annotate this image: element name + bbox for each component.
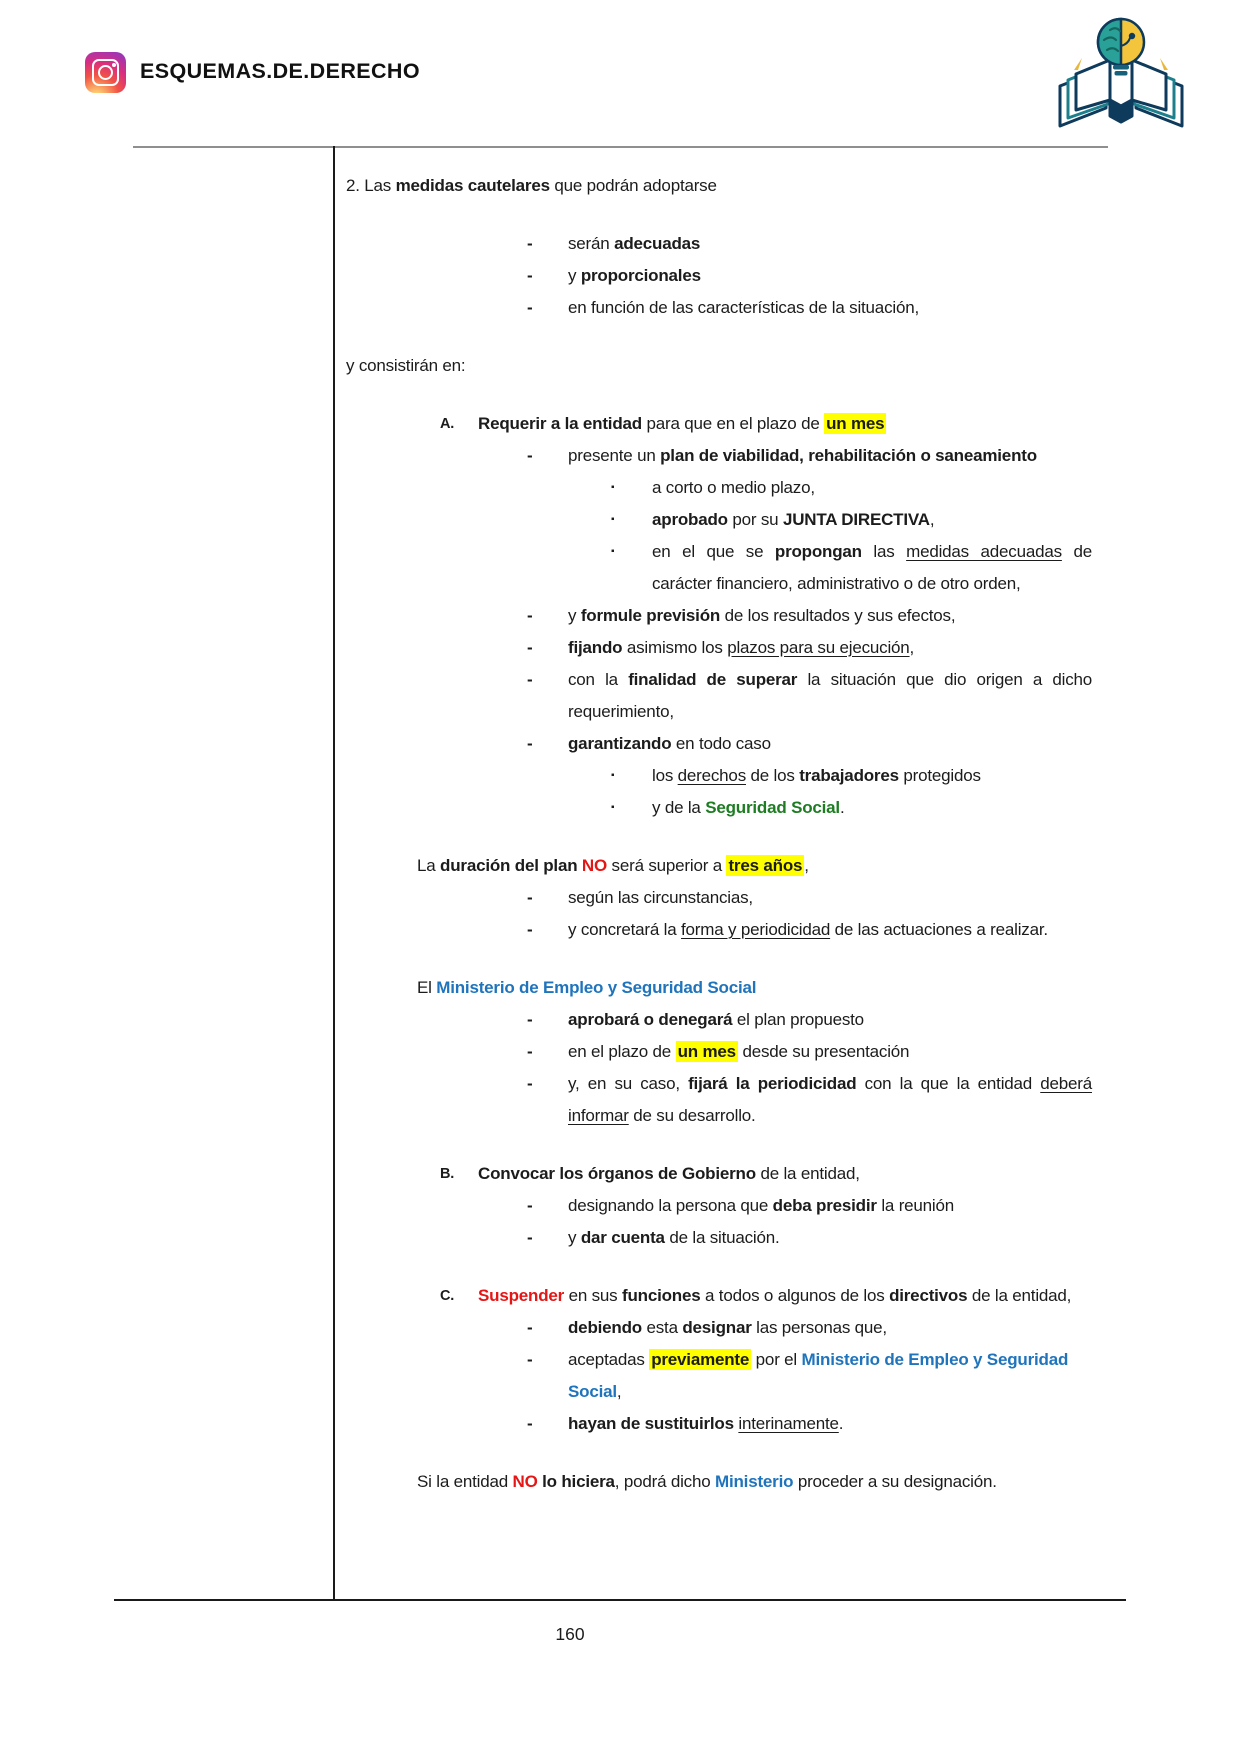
text-run: trabajadores	[799, 766, 899, 785]
list-sub-item	[346, 792, 1092, 824]
text-run: NO	[512, 1472, 538, 1491]
brand-title: ESQUEMAS.DE.DERECHO	[140, 59, 420, 83]
text-run: Ministerio de Empleo y Seguridad Social	[436, 978, 757, 997]
text-run: las	[861, 542, 907, 561]
text-run: plazos para su ejecución	[727, 638, 910, 657]
list-item-text	[568, 1036, 1092, 1068]
list-item-alpha	[346, 408, 1092, 440]
table-bottom-border	[114, 1599, 1126, 1601]
list-item	[346, 1068, 1092, 1132]
text-run: según las circunstancias,	[568, 888, 753, 907]
bullet-marker: -	[527, 1414, 533, 1433]
table-column-divider	[333, 146, 335, 1601]
text-run: plan de viabilidad, rehabilitación o saneamiento	[660, 446, 1037, 465]
text-run: fijará la periodicidad	[688, 1074, 857, 1093]
camera-glyph	[92, 59, 119, 86]
list-sub-item	[346, 760, 1092, 792]
list-item-text	[478, 1158, 1092, 1190]
bullet-marker: ▪	[611, 802, 615, 813]
text-run: la reunión	[876, 1196, 955, 1215]
text-run: ,	[616, 1382, 622, 1401]
bullet-marker: -	[527, 734, 533, 753]
text-run: de las actuaciones a realizar.	[830, 920, 1048, 939]
text-run: por el	[751, 1350, 802, 1369]
list-item-text	[568, 1004, 1092, 1036]
list-item	[346, 1344, 1092, 1408]
list-item	[346, 440, 1092, 472]
list-item-text	[478, 1280, 1092, 1312]
text-run: y de la	[652, 798, 706, 817]
bullet-marker: A.	[440, 416, 455, 432]
text-run: serán	[568, 234, 615, 253]
text-run: y consistirán en:	[346, 356, 466, 375]
text-run: La	[417, 856, 441, 875]
list-item-text	[568, 440, 1092, 472]
text-run: hayan de sustituirlos	[568, 1414, 734, 1433]
bullet-marker: ▪	[611, 770, 615, 781]
list-item	[346, 882, 1092, 914]
list-item-text	[568, 1190, 1092, 1222]
bullet-marker: B.	[440, 1166, 455, 1182]
text-run: debiendo	[568, 1318, 642, 1337]
text-run: deba presidir	[772, 1196, 877, 1215]
text-run: duración del plan	[440, 856, 582, 875]
text-run: directivos	[889, 1286, 968, 1305]
paragraph	[346, 350, 1092, 382]
bullet-marker: -	[527, 670, 533, 689]
text-run: forma y periodicidad	[681, 920, 831, 939]
text-run: las personas que,	[751, 1318, 887, 1337]
text-run: con la que la entidad	[856, 1074, 1041, 1093]
list-item	[346, 292, 1092, 324]
list-item-text	[568, 664, 1092, 728]
text-run: derechos	[677, 766, 746, 785]
list-item-text	[568, 728, 1092, 760]
text-run: de la entidad,	[967, 1286, 1072, 1305]
list-item	[346, 1408, 1092, 1440]
text-run: proceder a su designación.	[793, 1472, 997, 1491]
bullet-marker: -	[527, 446, 533, 465]
bullet-marker: ▪	[611, 482, 615, 493]
text-run: en sus	[564, 1286, 622, 1305]
text-run: Si la entidad	[417, 1472, 513, 1491]
text-run: proporcionales	[580, 266, 701, 285]
list-item-text	[568, 228, 1092, 260]
text-run: Ministerio	[715, 1472, 794, 1491]
page-number: 160	[555, 1624, 585, 1644]
text-run: y concretará la	[568, 920, 682, 939]
text-run: el plan propuesto	[732, 1010, 864, 1029]
list-item	[346, 260, 1092, 292]
list-item-text	[568, 1312, 1092, 1344]
list-item-text	[652, 504, 1092, 536]
text-run: aprobará o denegará	[568, 1010, 733, 1029]
list-item-text	[568, 1068, 1092, 1132]
text-run: y	[568, 1228, 581, 1247]
list-sub-item	[346, 472, 1092, 504]
text-run: previamente	[651, 1350, 750, 1369]
bullet-marker: -	[527, 266, 533, 285]
bullet-marker: -	[527, 606, 533, 625]
text-run: por su	[727, 510, 783, 529]
text-run: asimismo los	[622, 638, 728, 657]
list-item-text	[652, 472, 1092, 504]
list-item-text	[568, 914, 1092, 946]
text-run: en el que se	[652, 542, 775, 561]
list-item	[346, 632, 1092, 664]
text-run: ,	[909, 638, 915, 657]
bullet-marker: -	[527, 920, 533, 939]
text-run: presente un	[568, 446, 661, 465]
text-run: finalidad de superar	[628, 670, 798, 689]
text-run: la situación que dio origen a dicho requerimiento,	[568, 670, 1093, 721]
camera-flash-dot	[112, 63, 116, 67]
text-run: protegidos	[898, 766, 981, 785]
text-run: para que en el plazo de	[641, 414, 825, 433]
paragraph	[346, 972, 1092, 1004]
text-run: y, en su caso,	[568, 1074, 689, 1093]
paragraph	[346, 850, 1092, 882]
bullet-marker: -	[527, 1042, 533, 1061]
bullet-marker: ▪	[611, 546, 615, 557]
instagram-icon	[85, 52, 126, 93]
text-run: de carácter financiero, administrativo o de otro orden,	[652, 542, 1092, 593]
camera-lens	[98, 65, 113, 80]
text-run: un mes	[826, 414, 885, 433]
text-run: fijando	[568, 638, 623, 657]
text-run: tres años	[728, 856, 803, 875]
text-run: NO	[581, 856, 608, 875]
text-run: de su desarrollo.	[628, 1106, 756, 1125]
list-item	[346, 600, 1092, 632]
text-run: a todos o algunos de los	[700, 1286, 890, 1305]
text-run: que podrán adoptarse	[549, 176, 717, 195]
text-run: dar cuenta	[580, 1228, 665, 1247]
list-sub-item	[346, 536, 1092, 600]
brain-bulb-book-logo-icon	[1048, 12, 1194, 130]
text-run: interinamente	[738, 1414, 839, 1433]
text-run: El	[417, 978, 437, 997]
text-run: .	[839, 798, 845, 817]
text-run: 2. Las	[346, 176, 396, 195]
bullet-marker: ▪	[611, 514, 615, 525]
list-item	[346, 728, 1092, 760]
text-run: lo hiciera	[542, 1472, 615, 1491]
bullet-marker: C.	[440, 1288, 455, 1304]
text-run: y	[568, 266, 581, 285]
list-item-text	[652, 760, 1092, 792]
text-run: desde su presentación	[737, 1042, 910, 1061]
text-run: ,	[929, 510, 935, 529]
text-run: designar	[682, 1318, 752, 1337]
text-run: funciones	[622, 1286, 701, 1305]
paragraph-text	[417, 1466, 1092, 1498]
list-item-text	[568, 1408, 1092, 1440]
table-top-border	[133, 146, 1108, 148]
content-blocks	[346, 170, 1092, 1498]
list-item	[346, 664, 1092, 728]
text-run: en función de las características de la situación,	[568, 298, 919, 317]
text-run: esta	[641, 1318, 683, 1337]
text-run: medidas cautelares	[395, 176, 550, 195]
list-item-text	[478, 408, 1092, 440]
text-run: un mes	[677, 1042, 736, 1061]
list-item-text	[652, 536, 1092, 600]
bullet-marker: -	[527, 888, 533, 907]
list-item	[346, 1004, 1092, 1036]
text-run: garantizando	[568, 734, 672, 753]
text-run: adecuadas	[614, 234, 701, 253]
text-run: Seguridad Social	[705, 798, 840, 817]
text-run: .	[838, 1414, 844, 1433]
text-run: de la entidad,	[755, 1164, 860, 1183]
text-run: propongan	[774, 542, 862, 561]
bullet-marker: -	[527, 1228, 533, 1247]
list-item-text	[568, 1344, 1092, 1408]
list-sub-item	[346, 504, 1092, 536]
list-item	[346, 1312, 1092, 1344]
text-run: de los resultados y sus efectos,	[720, 606, 956, 625]
bullet-marker: -	[527, 234, 533, 253]
text-run: aceptadas	[568, 1350, 650, 1369]
text-run: medidas adecuadas	[906, 542, 1062, 561]
bullet-marker: -	[527, 1010, 533, 1029]
list-item	[346, 1222, 1092, 1254]
list-item-text	[568, 600, 1092, 632]
bullet-marker: -	[527, 1074, 533, 1093]
list-item	[346, 228, 1092, 260]
list-item	[346, 914, 1092, 946]
list-item	[346, 1190, 1092, 1222]
bullet-marker: -	[527, 1196, 533, 1215]
list-item-text	[652, 792, 1092, 824]
text-run: designando la persona que	[568, 1196, 773, 1215]
text-run: Suspender	[478, 1286, 565, 1305]
list-item-alpha	[346, 1158, 1092, 1190]
text-run: en el plazo de	[568, 1042, 676, 1061]
bullet-marker: -	[527, 298, 533, 317]
text-run: será superior a	[607, 856, 727, 875]
text-run: Convocar los órganos de Gobierno	[478, 1164, 756, 1183]
text-run: en todo caso	[671, 734, 771, 753]
paragraph	[346, 1466, 1092, 1498]
text-run: Requerir a la entidad	[478, 414, 642, 433]
text-run: aprobado	[652, 510, 728, 529]
text-run: de los	[746, 766, 800, 785]
text-run: ,	[804, 856, 809, 875]
paragraph	[346, 170, 1092, 202]
text-run: formule previsión	[580, 606, 721, 625]
text-run: y	[568, 606, 581, 625]
list-item-text	[568, 1222, 1092, 1254]
list-item-alpha	[346, 1280, 1092, 1312]
text-run: los	[652, 766, 678, 785]
text-run: a corto o medio plazo,	[652, 478, 815, 497]
text-run: deberá informar	[568, 1074, 1092, 1125]
bullet-marker: -	[527, 1318, 533, 1337]
bullet-marker: -	[527, 1350, 533, 1369]
list-item	[346, 1036, 1092, 1068]
list-item-text	[568, 632, 1092, 664]
text-run: con la	[568, 670, 629, 689]
list-item-text	[568, 292, 1092, 324]
text-run: de la situación.	[664, 1228, 780, 1247]
list-item-text	[568, 882, 1092, 914]
list-item-text	[568, 260, 1092, 292]
text-run: , podrá dicho	[614, 1472, 716, 1491]
text-run: Ministerio de Empleo y Seguridad Social	[568, 1350, 1069, 1401]
bullet-marker: -	[527, 638, 533, 657]
text-run: JUNTA DIRECTIVA	[782, 510, 930, 529]
